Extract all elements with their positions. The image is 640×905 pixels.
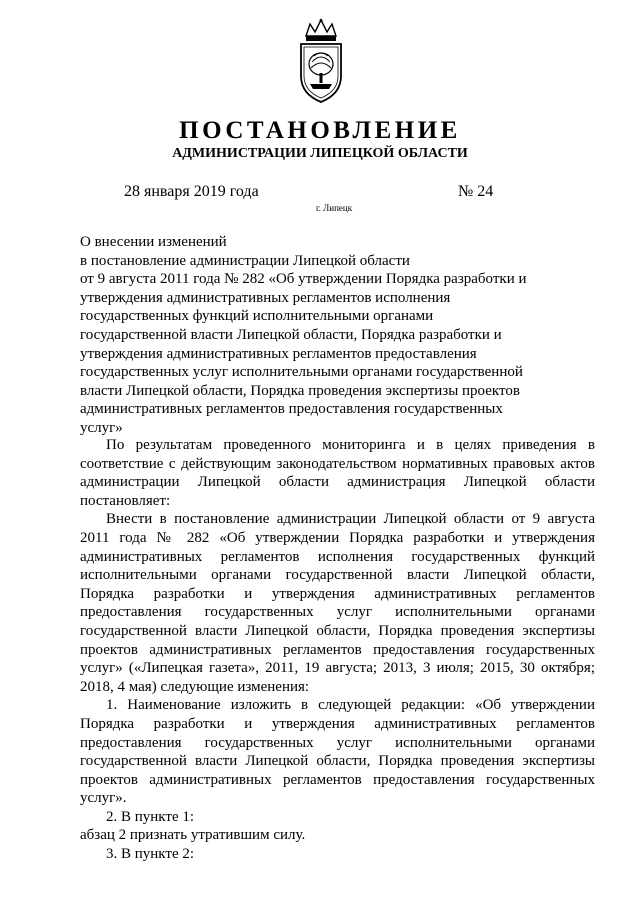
item-2-heading: 2. В пункте 1:: [106, 808, 195, 825]
subject-line: О внесении изменений: [80, 234, 227, 250]
subject-line: государственных услуг исполнительными органами государственной: [80, 364, 523, 381]
subject-line: административных регламентов предоставления государственных: [80, 401, 503, 418]
subject-line: государственной власти Липецкой области, Порядка разработки и: [80, 326, 502, 343]
document-title: ПОСТАНОВЛЕНИЕ: [179, 117, 461, 144]
document-date: 28 января 2019 года: [124, 183, 259, 200]
item-1-paragraph: 1. Наименование изложить в следующей редакции: «Об утверждении Порядка разработки и утверждения административных регламентов предоставления государственных услуг исполнительными органами государственной власти Липецкой области, Порядка проведения экспертизы проектов административных регламентов предоставления государственных услуг».: [80, 697, 595, 807]
item-3-heading: 3. В пункте 2:: [106, 846, 195, 863]
issuing-authority: АДМИНИСТРАЦИИ ЛИПЕЦКОЙ ОБЛАСТИ: [172, 146, 468, 161]
document-body: [80, 436, 595, 864]
subject-line: власти Липецкой области, Порядка проведения экспертизы проектов: [80, 382, 520, 399]
subject-line: утверждения административных регламентов исполнения: [80, 289, 451, 306]
subject-line: утверждения административных регламентов предоставления: [80, 345, 477, 362]
subject-line: в постановление администрации Липецкой области: [80, 252, 410, 269]
main-paragraph: Внести в постановление администрации Липецкой области от 9 августа 2011 года № 282 «Об утверждении Порядка разработки и утверждения административных регламентов исполнения государственных функций исполнительными органами государственной власти Липецкой области, Порядка разработки и утверждения административных регламентов предоставления государственных услуг исполнительными органами государственной власти Липецкой области, Порядка проведения экспертизы проектов административных регламентов предоставления государственных услуг» («Липецкая газета», 2011, 19 августа; 2013, 3 июля; 2015, 30 октября; 2018, 4 мая) следующие изменения:: [80, 511, 595, 695]
subject-line: государственных функций исполнительными органами: [80, 308, 434, 325]
document-subject: [80, 233, 580, 438]
document-city: г. Липецк: [316, 203, 353, 213]
subject-line: услуг»: [80, 419, 123, 436]
subject-line: от 9 августа 2011 года № 282 «Об утверждении Порядка разработки и: [80, 271, 527, 288]
preamble-paragraph: По результатам проведенного мониторинга и в целях приведения в соответствие с действующим законодательством нормативных правовых актов администрации Липецкой области администрация Липецкой области постановляет:: [80, 437, 595, 509]
document-number: № 24: [458, 183, 494, 200]
item-2-text: абзац 2 признать утратившим силу.: [80, 827, 306, 844]
coat-of-arms-emblem: [296, 18, 346, 104]
